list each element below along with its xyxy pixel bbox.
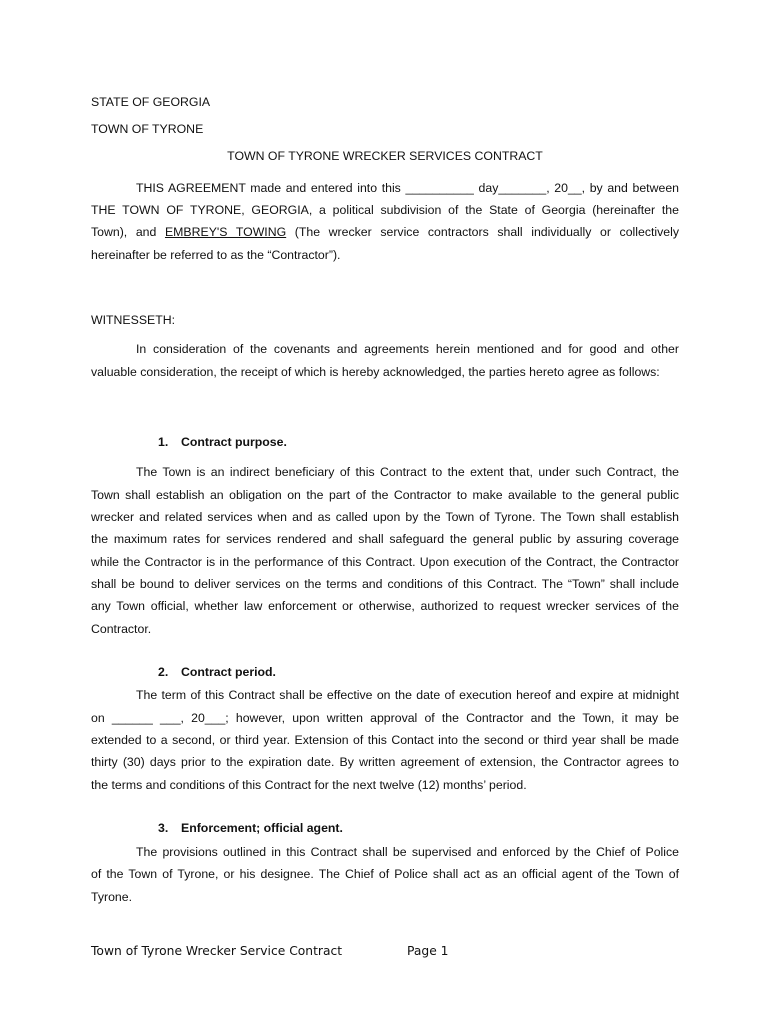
- footer-page-number: Page 1: [407, 944, 449, 958]
- witnesseth-line-2: valuable consideration, the receipt of which is hereby acknowledged, the parties hereto agree as follows:: [91, 365, 660, 379]
- section-1-heading: [158, 435, 287, 449]
- intro-line-3: [91, 221, 679, 243]
- section-3-number: 3.: [158, 821, 169, 835]
- section-2-line: the terms and conditions of this Contract for the next twelve (12) months’ period.: [91, 778, 527, 792]
- section-2-heading: [158, 665, 276, 679]
- section-2-line: extended to a second, or third year. Extension of this Contact into the second or third year shall be made: [91, 733, 679, 747]
- section-3-line: Tyrone.: [91, 890, 133, 904]
- section-2-line: The term of this Contract shall be effective on the date of execution hereof and expire at midnight: [136, 688, 679, 702]
- contract-title: TOWN OF TYRONE WRECKER SERVICES CONTRACT: [227, 149, 543, 163]
- footer-document-title: Town of Tyrone Wrecker Service Contract: [91, 944, 343, 958]
- section-1-line: the maximum rates for services rendered and shall safeguard the general public by assuring coverage: [91, 532, 679, 546]
- section-1-line: Town shall establish an obligation on the part of the Contractor to make available to the general public: [91, 488, 679, 502]
- section-2-title: Contract period.: [181, 665, 276, 679]
- section-1-title: Contract purpose.: [181, 435, 287, 449]
- section-3-line: of the Town of Tyrone, or his designee. The Chief of Police shall act as an official agent of the Town of: [91, 867, 679, 881]
- section-1-line: wrecker and related services when and as called upon by the Town of Tyrone. The Town shall establish: [91, 510, 679, 524]
- section-1-number: 1.: [158, 435, 169, 449]
- section-1-line: while the Contractor is in the performance of this Contract. Upon execution of the Contract, the Contractor: [91, 555, 679, 569]
- intro-line-1: THIS AGREEMENT made and entered into this __________ day_______, 20__, by and between: [136, 181, 679, 195]
- section-1-line: Contractor.: [91, 622, 152, 636]
- witnesseth-label: WITNESSETH:: [91, 313, 176, 327]
- contractor-name: EMBREY'S TOWING: [164, 225, 287, 239]
- section-2-line: on ______ ___, 20___; however, upon written approval of the Contractor and the Town, it may be: [91, 711, 679, 725]
- section-1-line: any Town official, whether law enforcement or otherwise, authorized to request wrecker services of the: [91, 599, 679, 613]
- intro-line-2: THE TOWN OF TYRONE, GEORGIA, a political subdivision of the State of Georgia (hereinafter the: [91, 203, 679, 217]
- section-1-line: shall be bound to deliver services on the terms and conditions of this Contract. The “Town” shall include: [91, 577, 679, 591]
- intro-line-3-pre: Town), and: [91, 225, 165, 239]
- state-heading: STATE OF GEORGIA: [91, 95, 211, 109]
- witnesseth-line-1: In consideration of the covenants and agreements herein mentioned and for good and other: [136, 342, 679, 356]
- intro-line-3-post: (The wrecker service contractors shall individually or collectively: [286, 225, 679, 239]
- section-2-number: 2.: [158, 665, 169, 679]
- section-3-line: The provisions outlined in this Contract shall be supervised and enforced by the Chief of Police: [136, 845, 679, 859]
- section-2-line: thirty (30) days prior to the expiration date. By written agreement of extension, the Contractor agrees to: [91, 755, 679, 769]
- town-heading: TOWN OF TYRONE: [91, 122, 204, 136]
- intro-line-4: hereinafter be referred to as the “Contractor”).: [91, 248, 341, 262]
- section-3-title: Enforcement; official agent.: [181, 821, 343, 835]
- section-3-heading: [158, 821, 343, 835]
- section-1-line: The Town is an indirect beneficiary of this Contract to the extent that, under such Contract, the: [136, 465, 679, 479]
